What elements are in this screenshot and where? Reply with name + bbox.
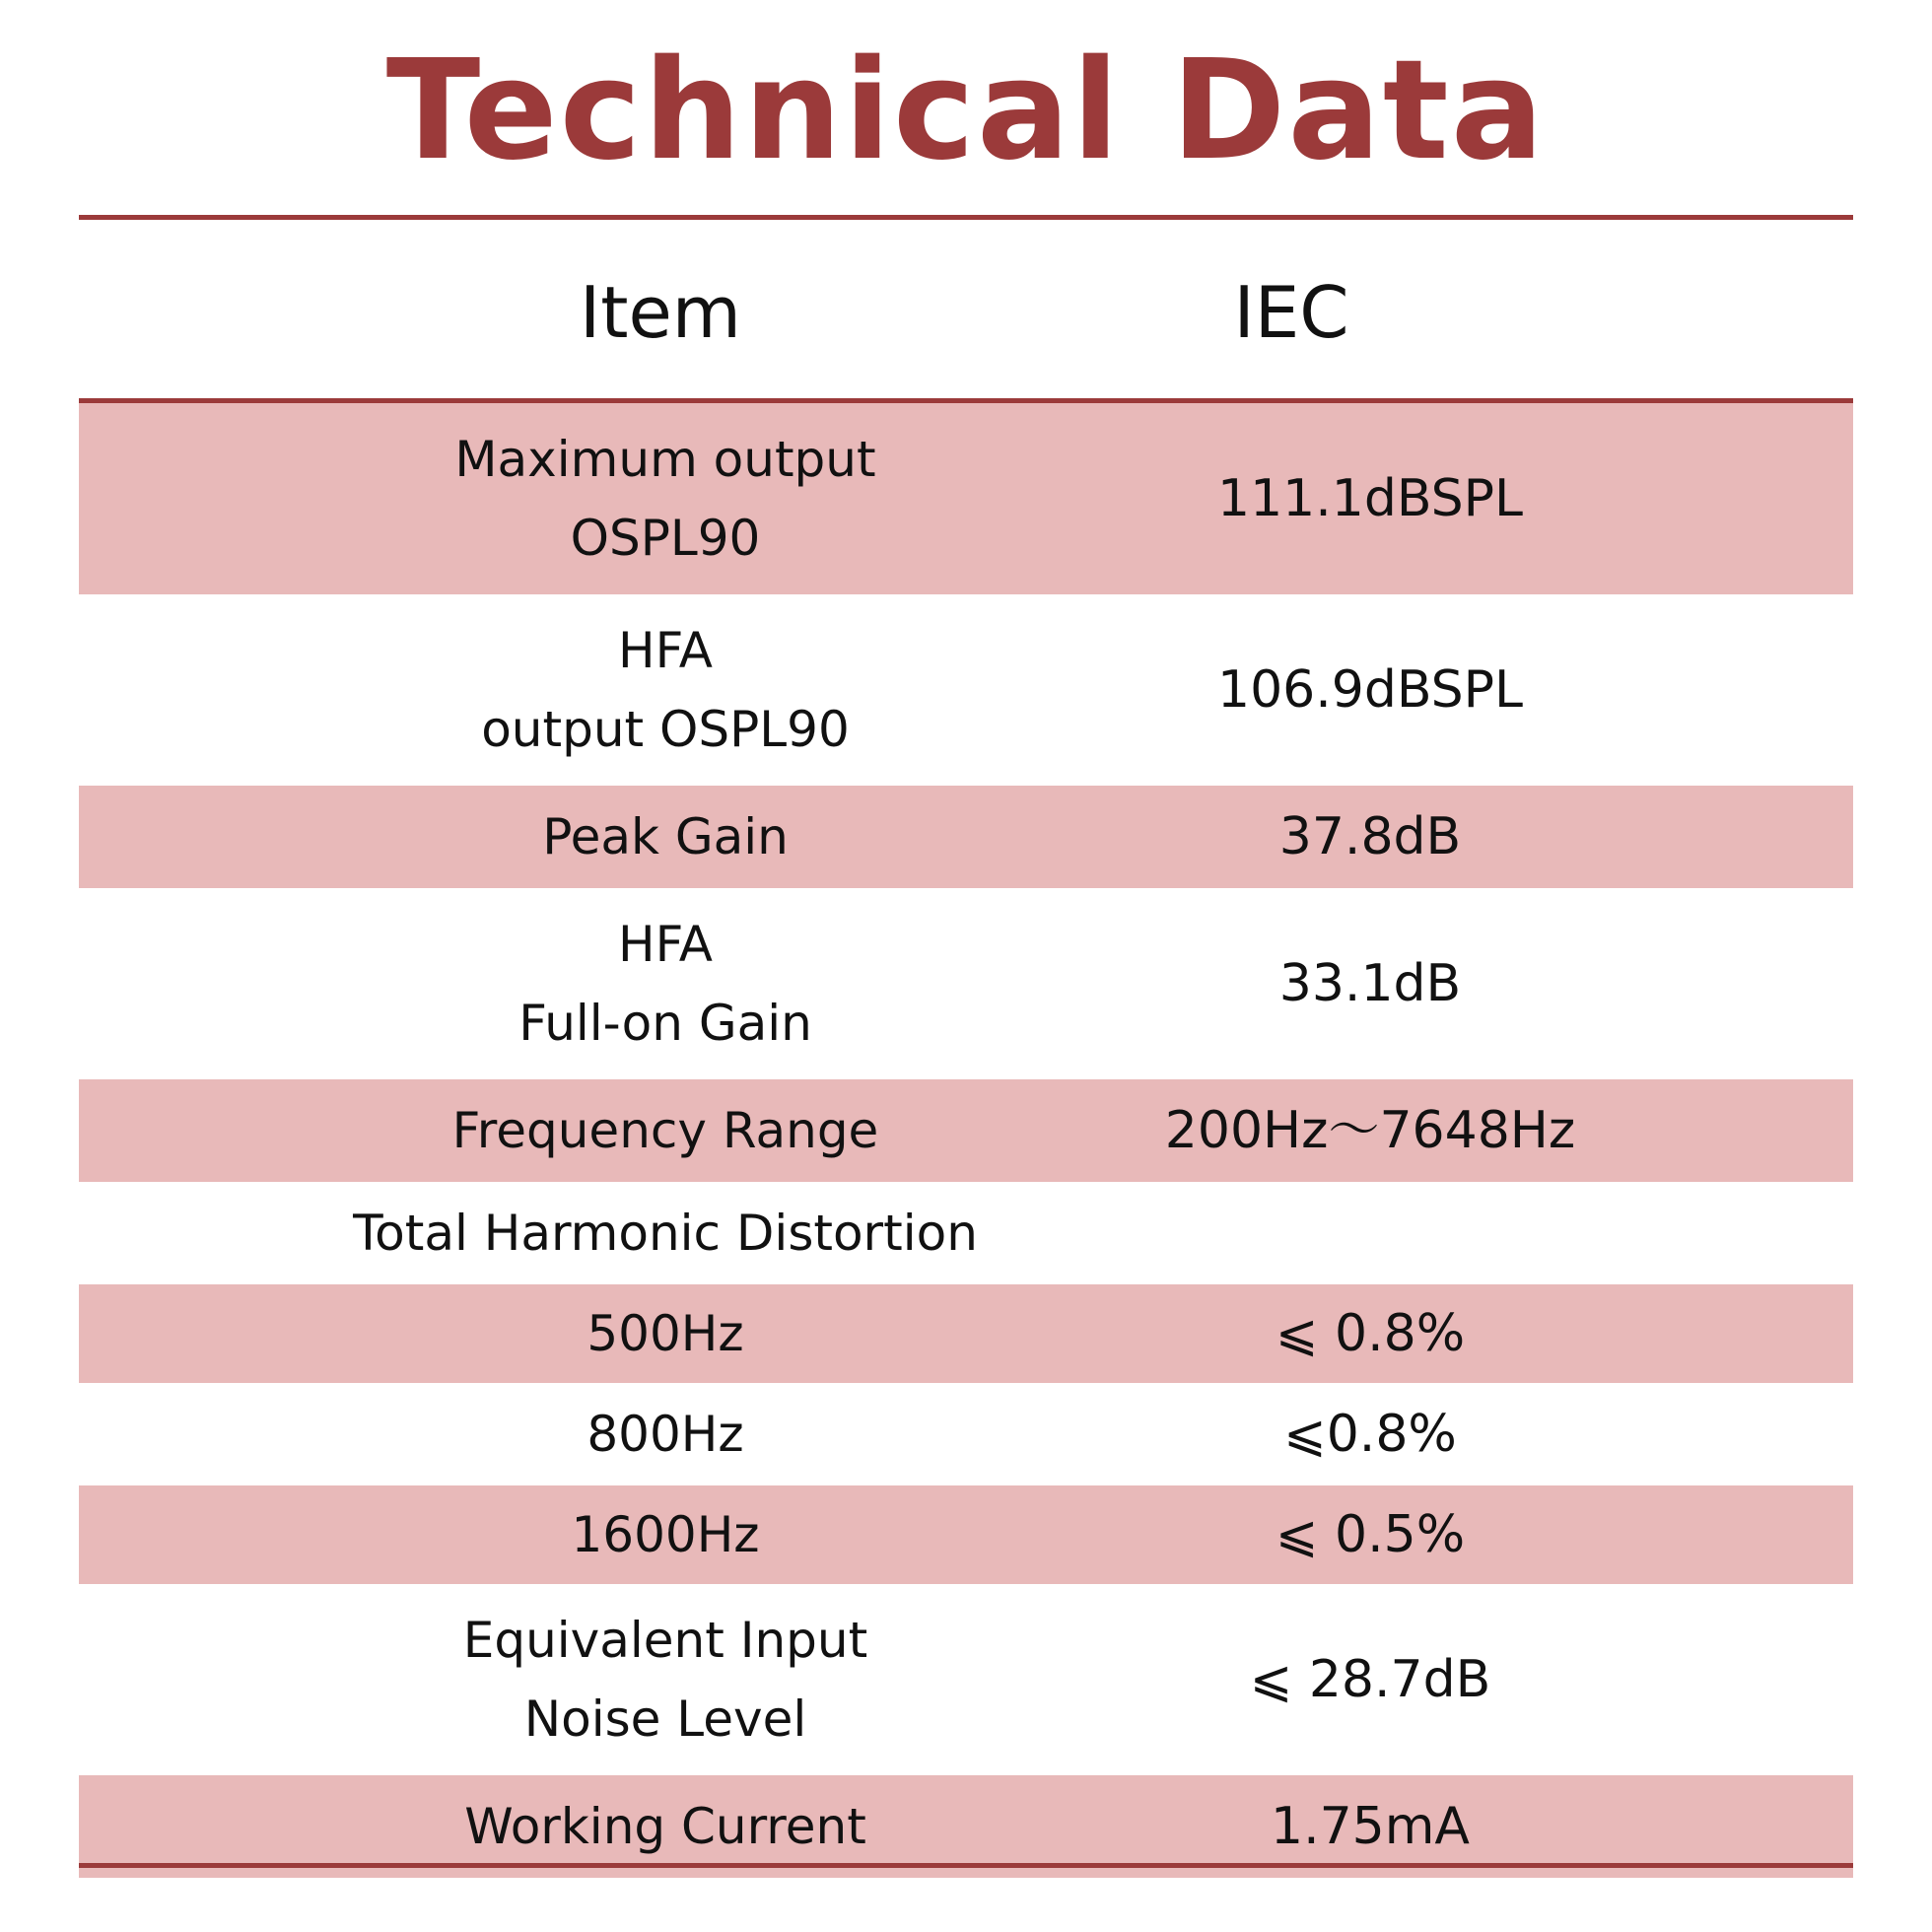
title-divider — [79, 215, 1853, 220]
item-label-line: 1600Hz — [571, 1506, 760, 1563]
row-iec-value — [1084, 1182, 1656, 1284]
table-bottom-divider — [79, 1863, 1853, 1868]
row-item-label — [79, 403, 1252, 594]
table-row — [79, 888, 1853, 1079]
row-iec-value: 37.8dB — [1278, 807, 1462, 866]
item-label-line: Total Harmonic Distortion — [353, 1205, 978, 1262]
table-row — [79, 1079, 1853, 1182]
row-item-label — [79, 1485, 1252, 1584]
column-header-iec: IEC — [1233, 271, 1349, 354]
item-label-line: 800Hz — [586, 1406, 744, 1463]
item-label-line: Working Current — [464, 1798, 866, 1855]
row-iec-value: 200Hz～7648Hz — [1164, 1101, 1576, 1160]
table-row — [79, 1383, 1853, 1485]
row-item-label — [79, 1383, 1252, 1485]
row-iec-value: ⩽ 0.8% — [1275, 1304, 1466, 1363]
item-label-line: Equivalent Input — [462, 1612, 868, 1669]
row-iec-value: 1.75mA — [1270, 1797, 1470, 1856]
table-row — [79, 1284, 1853, 1383]
page-title: Technical Data — [385, 31, 1547, 191]
row-item-label — [79, 888, 1252, 1079]
item-label-line: OSPL90 — [570, 510, 761, 567]
table-row — [79, 403, 1853, 594]
table-row — [79, 786, 1853, 888]
item-label-line: Full-on Gain — [518, 995, 812, 1052]
item-label-line: Maximum output — [454, 431, 876, 488]
row-item-label — [79, 594, 1252, 786]
table-row — [79, 1485, 1853, 1584]
row-item-label — [79, 1584, 1252, 1775]
item-label-line: HFA — [618, 916, 713, 973]
column-header-item: Item — [580, 271, 741, 354]
table-row — [79, 1182, 1853, 1284]
row-item-label — [79, 1079, 1252, 1182]
item-label-line: HFA — [618, 622, 713, 679]
row-iec-value: ⩽0.8% — [1283, 1405, 1457, 1464]
item-label-line: Frequency Range — [451, 1102, 879, 1159]
row-iec-value: 33.1dB — [1278, 954, 1462, 1013]
row-iec-value: 111.1dBSPL — [1217, 469, 1523, 528]
item-label-line: 500Hz — [586, 1305, 744, 1362]
row-item-label — [79, 1182, 1252, 1284]
item-label-line: output OSPL90 — [481, 701, 850, 758]
item-label-line: Peak Gain — [542, 808, 789, 865]
row-iec-value: ⩽ 28.7dB — [1249, 1650, 1491, 1709]
table-row — [79, 1584, 1853, 1775]
row-iec-value: ⩽ 0.5% — [1275, 1505, 1466, 1564]
item-label-line: Noise Level — [523, 1690, 807, 1748]
table-row — [79, 594, 1853, 786]
row-item-label — [79, 1284, 1252, 1383]
row-item-label — [79, 786, 1252, 888]
row-iec-value: 106.9dBSPL — [1217, 660, 1523, 720]
